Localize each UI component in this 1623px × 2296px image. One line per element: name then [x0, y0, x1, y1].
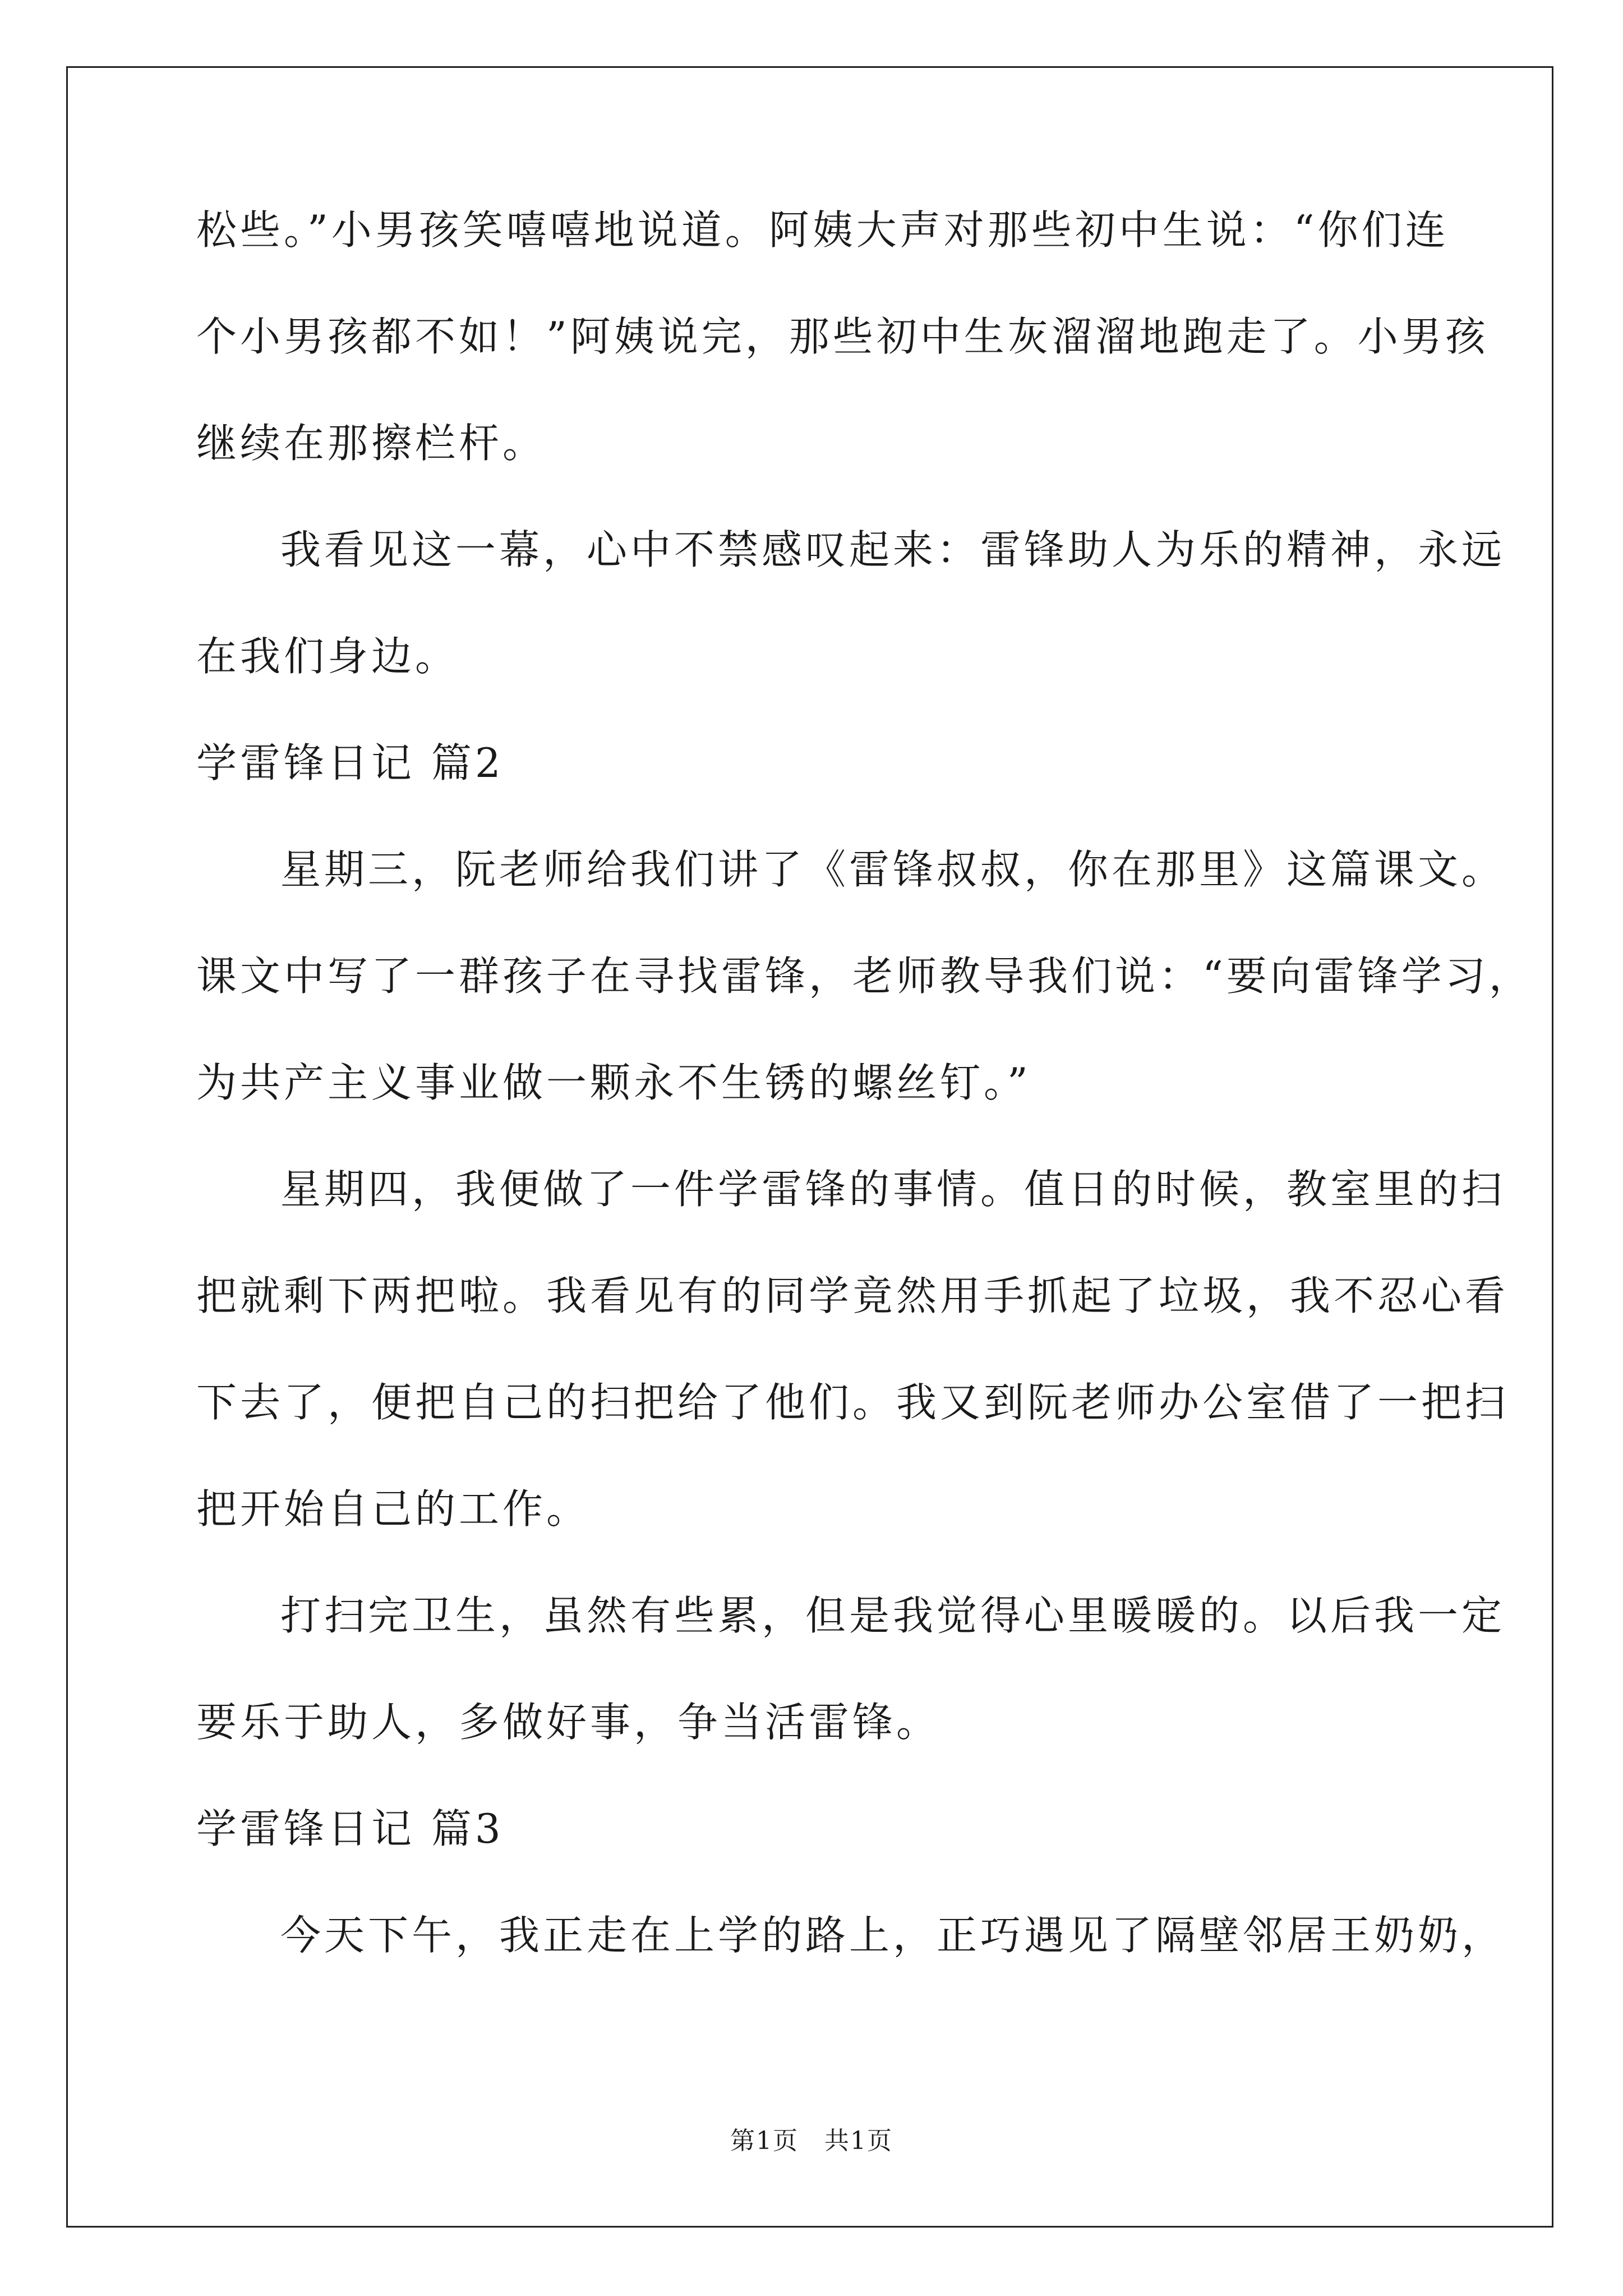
text-line: 要乐于助人，多做好事，争当活雷锋。: [196, 1699, 940, 1746]
section-heading: 学雷锋日记 篇2: [196, 739, 504, 786]
text-line: 继续在那擦栏杆。: [196, 420, 547, 467]
text-line: 在我们身边。: [196, 633, 459, 680]
text-line: 个小男孩都不如！”阿姨说完，那些初中生灰溜溜地跑走了。小男孩: [196, 313, 1489, 360]
text-line: 松些。”小男孩笑嘻嘻地说道。阿姨大声对那些初中生说：“你们连: [196, 206, 1449, 254]
text-line: 为共产主义事业做一颗永不生锈的螺丝钉。”: [196, 1059, 1031, 1106]
section-heading: 学雷锋日记 篇3: [196, 1805, 504, 1852]
text-line: 星期四，我便做了一件学雷锋的事情。值日的时候，教室里的扫: [280, 1166, 1506, 1213]
text-line: 星期三，阮老师给我们讲了《雷锋叔叔，你在那里》这篇课文。: [280, 846, 1506, 893]
page-footer: 第1页 共1页: [730, 2127, 893, 2155]
text-line: 下去了，便把自己的扫把给了他们。我又到阮老师办公室借了一把扫: [196, 1379, 1509, 1426]
text-line: 打扫完卫生，虽然有些累，但是我觉得心里暖暖的。以后我一定: [280, 1592, 1506, 1639]
text-line: 我看见这一幕，心中不禁感叹起来：雷锋助人为乐的精神，永远: [280, 526, 1506, 573]
text-line: 把就剩下两把啦。我看见有的同学竟然用手抓起了垃圾，我不忍心看: [196, 1272, 1509, 1319]
page-border: [66, 66, 1553, 2228]
text-line: 把开始自己的工作。: [196, 1485, 591, 1533]
text-line: 课文中写了一群孩子在寻找雷锋，老师教导我们说：“要向雷锋学习，: [196, 953, 1533, 1000]
text-line: 今天下午，我正走在上学的路上，正巧遇见了隔壁邻居王奶奶，: [280, 1912, 1506, 1959]
